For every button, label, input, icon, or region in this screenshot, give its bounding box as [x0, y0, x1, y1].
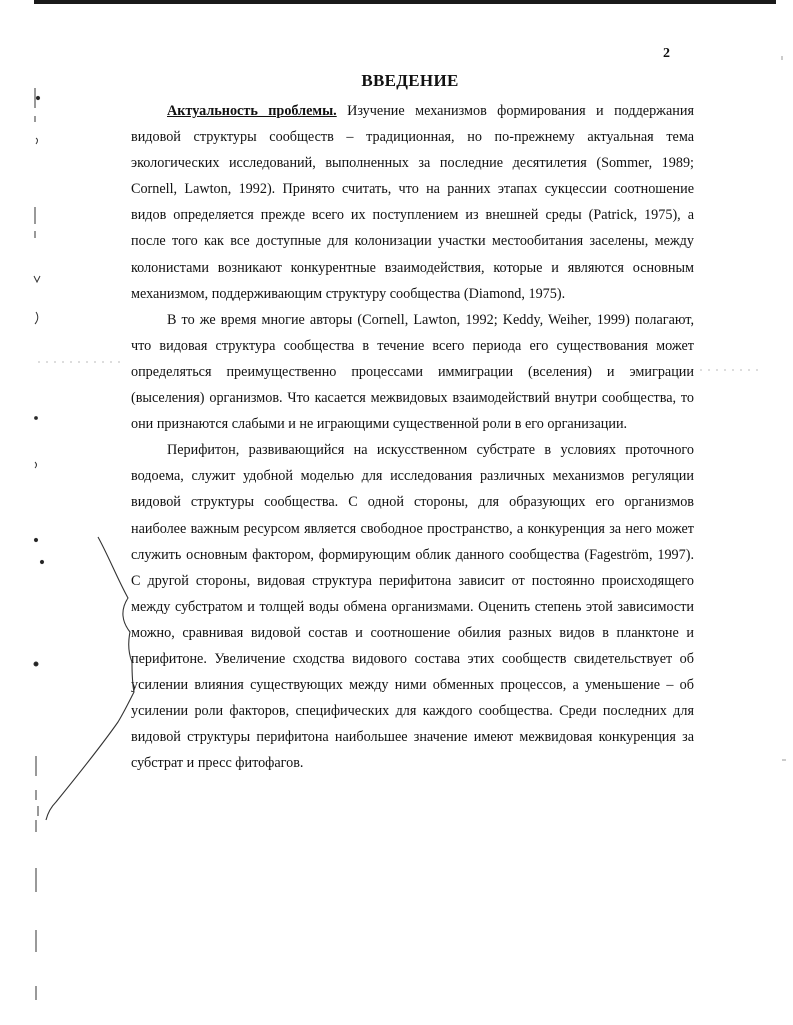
relevance-label: Актуальность проблемы. — [167, 103, 337, 119]
paragraph-text: Изучение механизмов формирования и поддержания видовой структуры сообществ – традиционная, но по-прежнему актуальная тема экологических исследований, выполненных за последние десятилетия (Sommer, 1989; Cornell, Lawton, 1992). Принято считать, что на ранних этапах сукцессии соотношение видов определяется прежде всего их поступлением из внешней среды (Patrick, 1975), а после того как все доступные для колонизации участки местообитания заселены, между колонистами возникают конкурентные взаимодействия, которые и являются основным механизмом, поддерживающим структуру сообщества (Diamond, 1975). — [131, 103, 694, 302]
paragraph-relevance — [131, 98, 694, 307]
section-heading: ВВЕДЕНИЕ — [361, 71, 459, 90]
paragraph-text: В то же время многие авторы (Cornell, Lawton, 1992; Keddy, Weiher, 1999) полагают, что видовая структура сообщества в течение всего периода его существования может определяться преимущественно процессами иммиграции (вселения) и эмиграции (выселения) организмов. Что касается межвидовых взаимодействий внутри сообщества, то они признаются слабыми и не играющими существенной роли в его организации. — [131, 311, 694, 433]
paragraph-periphyton — [131, 437, 694, 776]
scan-top-border — [34, 0, 776, 4]
body-text — [131, 98, 694, 776]
margin-specks — [34, 88, 44, 1000]
paragraph-text: Перифитон, развивающийся на искусственном субстрате в условиях проточного водоема, служит удобной моделью для исследования различных механизмов регуляции видовой структуры сообщества. С одной стороны, для образующих его организмов наиболее важным ресурсом является свободное пространство, а конкуренция за него может служить основным фактором, формирующим облик данного сообщества (Fageström, 1997). С другой стороны, видовая структура перифитона зависит от постоянно происходящего между субстратом и толщей воды обмена организмами. Оценить степень этой зависимости можно, сравнивая видовой состав и соотношение обилия разных видов в планктоне и перифитоне. Увеличение сходства видового состава этих сообществ свидетельствует об усилении влияния существующих между ними обменных процессов, а уменьшение – об усилении роли факторов, специфических для каждого сообщества. Среди последних для видовой структуры перифитона наибольшее значение имеют межвидовая конкуренция за субстрат и пресс фитофагов. — [131, 442, 694, 772]
page-number: 2 — [663, 46, 670, 61]
paragraph-authors — [131, 307, 694, 437]
right-edge-specks — [782, 56, 786, 760]
handwritten-bracket — [46, 537, 134, 820]
